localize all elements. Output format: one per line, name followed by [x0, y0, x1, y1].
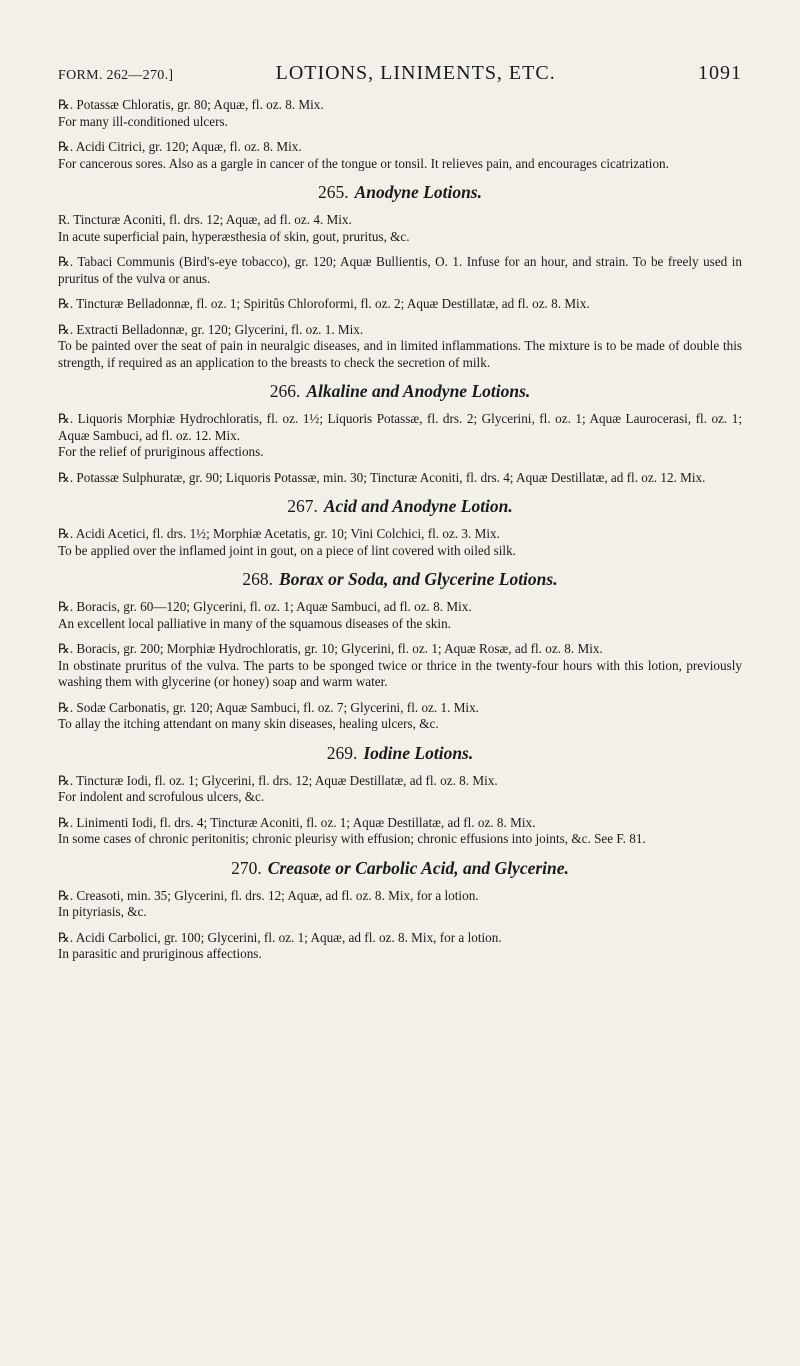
prescription	[58, 411, 742, 461]
prescription-note: In some cases of chronic peritonitis; chronic pleurisy with effusion; chronic effusions into joints, &c. See F. 81.	[58, 831, 646, 846]
section-heading	[58, 858, 742, 879]
prescription-note: An excellent local palliative in many of the squamous diseases of the skin.	[58, 615, 451, 631]
prescription	[58, 254, 742, 287]
prescription-formula: ℞. Extracti Belladonnæ, gr. 120; Glycerini, fl. oz. 1. Mix.	[58, 321, 364, 337]
form-range: FORM. 262—270.]	[58, 68, 174, 83]
section-title: Alkaline and Anodyne Lotions.	[306, 381, 531, 401]
prescription	[58, 470, 742, 487]
prescription-note: For indolent and scrofulous ulcers, &c.	[58, 789, 265, 804]
prescription-formula: ℞. Boracis, gr. 60—120; Glycerini, fl. oz. 1; Aquæ Sambuci, ad fl. oz. 8. Mix.	[58, 599, 472, 614]
prescription	[58, 139, 742, 172]
prescription-formula: ℞. Liquoris Morphiæ Hydrochloratis, fl. oz. 1½; Liquoris Potassæ, fl. drs. 2; Glycerini, fl. oz. 1; Aquæ Laurocerasi, fl. oz. 1; Aquæ Sambuci, ad fl. oz. 12. Mix.	[58, 411, 742, 443]
prescription-formula: ℞. Tabaci Communis (Bird's-eye tobacco), gr. 120; Aquæ Bullientis, O. 1. Infuse for an hour, and strain. To be freely used in pruritus of the vulva or anus.	[58, 254, 742, 286]
prescription-formula: ℞. Sodæ Carbonatis, gr. 120; Aquæ Sambuci, fl. oz. 7; Glycerini, fl. oz. 1. Mix.	[58, 699, 479, 715]
prescription-formula: ℞. Acidi Citrici, gr. 120; Aquæ, fl. oz. 8. Mix.	[58, 139, 302, 154]
prescription	[58, 641, 742, 691]
prescription-note: For the relief of pruriginous affections.	[58, 444, 264, 459]
section-title: Anodyne Lotions.	[354, 182, 482, 202]
section-number: 270.	[231, 857, 262, 878]
prescription	[58, 700, 742, 733]
prescription	[58, 97, 742, 130]
prescription	[58, 296, 742, 313]
prescription-note: For many ill-conditioned ulcers.	[58, 113, 228, 129]
section-number: 268.	[242, 569, 274, 589]
page-number: 1091	[697, 62, 742, 84]
section-title: Borax or Soda, and Glycerine Lotions.	[279, 569, 558, 589]
prescription-formula: ℞. Potassæ Sulphuratæ, gr. 90; Liquoris Potassæ, min. 30; Tincturæ Aconiti, fl. drs. 4; Aquæ Destillatæ, ad fl. oz. 12. Mix.	[58, 469, 706, 485]
prescription-formula: R. Tincturæ Aconiti, fl. drs. 12; Aquæ, ad fl. oz. 4. Mix.	[58, 212, 352, 227]
prescription-formula: ℞. Potassæ Chloratis, gr. 80; Aquæ, fl. oz. 8. Mix.	[58, 97, 324, 112]
section-heading	[58, 743, 742, 764]
section-heading	[58, 182, 742, 203]
prescription-formula: ℞. Tincturæ Iodi, fl. oz. 1; Glycerini, fl. drs. 12; Aquæ Destillatæ, ad fl. oz. 8. Mix.	[58, 772, 498, 788]
book-page	[58, 62, 742, 972]
prescription	[58, 815, 742, 848]
prescription-formula: ℞. Acidi Carbolici, gr. 100; Glycerini, fl. oz. 1; Aquæ, ad fl. oz. 8. Mix, for a lotion.	[58, 929, 502, 945]
prescription	[58, 599, 742, 632]
section-number: 269.	[326, 742, 358, 763]
prescription	[58, 322, 742, 372]
prescription-formula: ℞. Creasoti, min. 35; Glycerini, fl. drs. 12; Aquæ, ad fl. oz. 8. Mix, for a lotion.	[58, 887, 479, 903]
running-head	[58, 62, 742, 85]
prescription-note: To be applied over the inflamed joint in gout, on a piece of lint covered with oiled silk.	[58, 542, 516, 558]
prescription-note: In parasitic and pruriginous affections.	[58, 946, 262, 961]
section-heading	[58, 381, 742, 402]
section-number: 265.	[317, 182, 349, 202]
section-heading	[58, 496, 742, 517]
section-number: 267.	[287, 496, 318, 516]
prescription	[58, 526, 742, 559]
prescription-formula: ℞. Acidi Acetici, fl. drs. 1½; Morphiæ Acetatis, gr. 10; Vini Colchici, fl. oz. 3. Mix.	[58, 526, 500, 541]
prescription-formula: ℞. Linimenti Iodi, fl. drs. 4; Tincturæ Aconiti, fl. oz. 1; Aquæ Destillatæ, ad fl. oz. 8. Mix.	[58, 814, 536, 830]
chapter-title: LOTIONS, LINIMENTS, ETC.	[275, 62, 556, 84]
prescription-note: To be painted over the seat of pain in neuralgic diseases, and in limited inflammations. The mixture is to be made of double this strength, if required as an application to the breasts to check the secretion of milk.	[58, 338, 742, 370]
prescription-note: To allay the itching attendant on many skin diseases, healing ulcers, &c.	[58, 716, 439, 731]
prescription-note: In obstinate pruritus of the vulva. The parts to be sponged twice or thrice in the twenty-four hours with this lotion, previously washing them with glycerine (or honey) soap and warm water.	[58, 657, 742, 689]
prescription-note: In acute superficial pain, hyperæsthesia of skin, gout, pruritus, &c.	[58, 228, 410, 244]
prescription-note: For cancerous sores. Also as a gargle in cancer of the tongue or tonsil. It relieves pain, and encourages cicatrization.	[58, 155, 669, 171]
prescription-formula: ℞. Tincturæ Belladonnæ, fl. oz. 1; Spiritûs Chloroformi, fl. oz. 2; Aquæ Destillatæ, ad fl. oz. 8. Mix.	[58, 296, 590, 311]
prescription-formula: ℞. Boracis, gr. 200; Morphiæ Hydrochloratis, gr. 10; Glycerini, fl. oz. 1; Aquæ Rosæ, ad fl. oz. 8. Mix.	[58, 641, 603, 656]
prescription	[58, 773, 742, 806]
section-heading	[58, 569, 742, 590]
section-number: 266.	[269, 381, 301, 401]
prescription	[58, 930, 742, 963]
prescription	[58, 212, 742, 245]
prescription-note: In pityriasis, &c.	[58, 904, 147, 919]
section-title: Iodine Lotions.	[363, 742, 474, 763]
section-title: Acid and Anodyne Lotion.	[323, 496, 513, 516]
page-body	[58, 97, 742, 963]
prescription	[58, 888, 742, 921]
section-title: Creasote or Carbolic Acid, and Glycerine.	[267, 857, 569, 878]
